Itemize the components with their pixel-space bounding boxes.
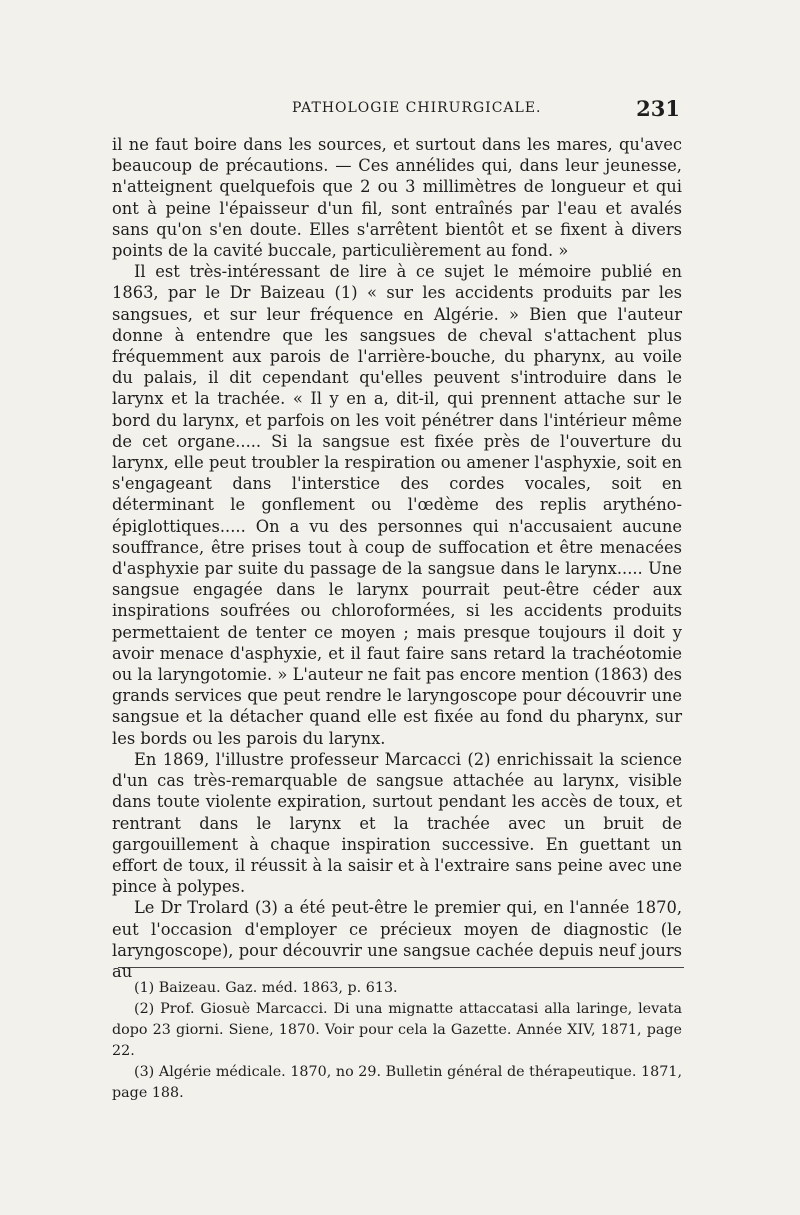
paragraph-2: Il est très-intéressant de lire à ce sujet le mémoire publié en 1863, par le Dr Baizeau (1) « sur les accidents produits par les sangsues, et sur leur fréquence en Algérie. » Bien que l'auteur donne à entendre que les sangsues de cheval s'attachent plus fréquemment aux parois de l'arrière-bouche, du pharynx, au voile du palais, il dit cependant qu'elles peuvent s'introduire dans le larynx et la trachée. « Il y en a, dit-il, qui prennent attache sur le bord du larynx, et parfois on les voit pénétrer dans l'intérieur même de cet organe..... Si la sangsue est fixée près de l'ouverture du larynx, elle peut troubler la respiration ou amener l'asphyxie, soit en s'engageant dans l'interstice des cordes vocales, soit en déterminant le gonflement ou l'œdème des replis arythéno-épiglottiques..... On a vu des personnes qui n'accusaient aucune souffrance, être prises tout à coup de suffocation et être menacées d'asphyxie par suite du passage de la sangsue dans le larynx..... Une sangsue engagée dans le larynx pourrait peut-être céder aux inspirations soufrées ou chloroformées, si les accidents produits permettaient de tenter ce moyen ; mais presque toujours il doit y avoir menace d'asphyxie, et il faut faire sans retard la trachéotomie ou la laryngotomie. » L'auteur ne fait pas encore mention (1863) des grands services que peut rendre le laryngoscope pour découvrir une sangsue et la détacher quand elle est fixée au fond du pharynx, sur les bords ou les parois du larynx. <box>112 262 682 748</box>
footnote-3: (3) Algérie médicale. 1870, no 29. Bulletin général de thérapeutique. 1871, page 188. <box>112 1064 682 1101</box>
footnote-rule <box>118 967 684 968</box>
running-head: PATHOLOGIE CHIRURGICALE. <box>292 100 542 116</box>
page-number: 231 <box>636 96 680 121</box>
paragraph-3: En 1869, l'illustre professeur Marcacci (2) enrichissait la science d'un cas très-remarquable de sangsue attachée au larynx, visible dans toute violente expiration, surtout pendant les accès de toux, et rentrant dans le larynx et la trachée avec un bruit de gargouillement à chaque inspiration successive. En guettant un effort de toux, il réussit à la saisir et à l'extraire sans peine avec une pince à polypes. <box>112 749 682 897</box>
footnotes <box>112 978 682 1104</box>
footnote-1: (1) Baizeau. Gaz. méd. 1863, p. 613. <box>134 980 398 996</box>
body-text <box>112 134 682 982</box>
footnote-2: (2) Prof. Giosuè Marcacci. Di una mignatte attaccatasi alla laringe, levata dopo 23 giorni. Siene, 1870. Voir pour cela la Gazette. Année XIV, 1871, page 22. <box>112 1001 682 1059</box>
paragraph-4: Le Dr Trolard (3) a été peut-être le premier qui, en l'année 1870, eut l'occasion d'employer ce précieux moyen de diagnostic (le laryngoscope), pour découvrir une sangsue cachée depuis neuf jours au <box>112 898 682 981</box>
page-header <box>112 96 680 124</box>
paragraph-1: il ne faut boire dans les sources, et surtout dans les mares, qu'avec beaucoup de précautions. — Ces annélides qui, dans leur jeunesse, n'atteignent quelquefois que 2 ou 3 millimètres de longueur et qui ont à peine l'épaisseur d'un fil, sont entraînés par l'eau et avalés sans qu'on s'en doute. Elles s'arrêtent bientôt et se fixent à divers points de la cavité buccale, particulièrement au fond. » <box>112 135 682 261</box>
